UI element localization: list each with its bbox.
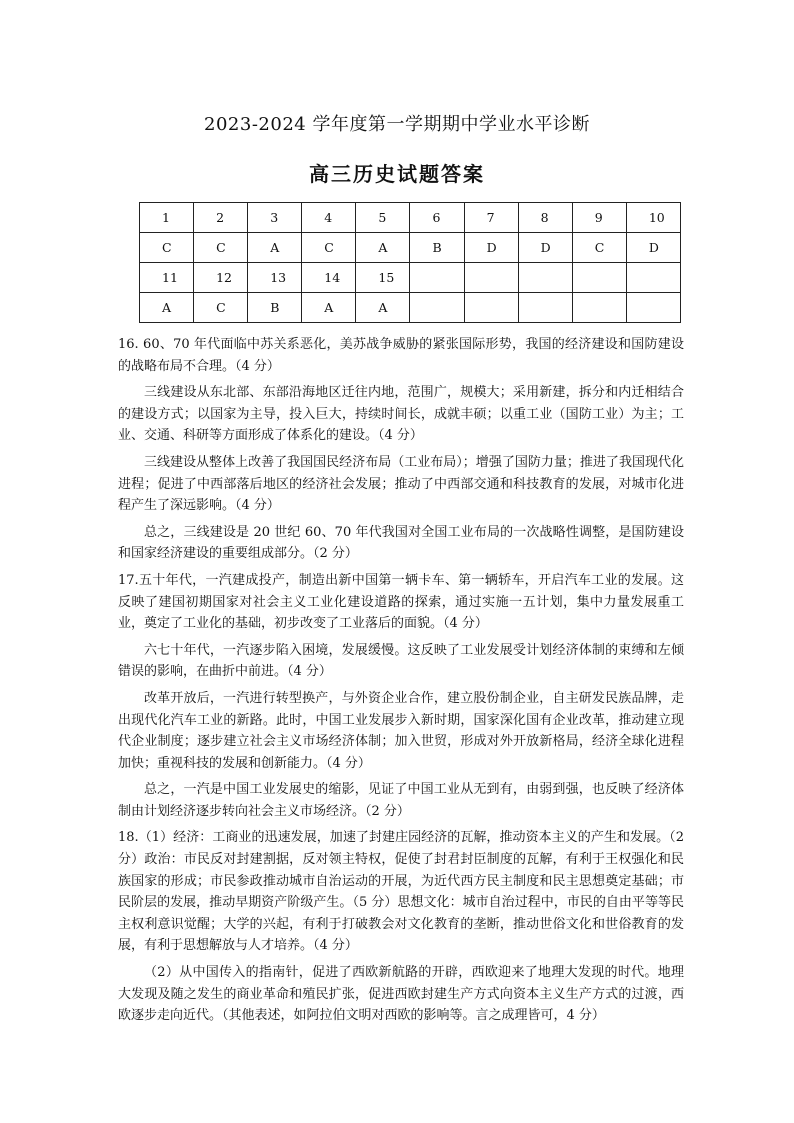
answer-table-cell: 10: [626, 203, 680, 233]
answer-table-cell: C: [194, 233, 248, 263]
document-subtitle: 高三历史试题答案: [309, 162, 485, 186]
answer-table-cell: [518, 263, 572, 293]
answer-table-row: [140, 233, 681, 263]
answer-table-cell: B: [248, 293, 302, 323]
answer-table-cell: [626, 293, 680, 323]
answer-table-cell: 13: [248, 263, 302, 293]
q16-intro: 16. 60、70 年代面临中苏关系恶化，美苏战争威胁的紧张国际形势，我国的经济建设和国防建设的战略布局不合理。（4 分）: [118, 337, 684, 374]
answer-table-cell: 14: [302, 263, 356, 293]
q18-part-1: 18.（1）经济：工商业的迅速发展，加速了封建庄园经济的瓦解，推动资本主义的产生和发展。（2 分）政治：市民反对封建割据，反对领主特权，促使了封君封臣制度的瓦解，有利于王权强化和民族国家的形成；市民参政推动城市自治运动的开展，为近代西方民主制度和民主思想奠定基础；市民阶层的发展，推动早期资产阶级产生。（5 分）思想文化：城市自治过程中，市民的自由平等等民主权利意识觉醒；大学的兴起，有利于打破教会对文化教育的垄断，推动世俗文化和世俗教育的发展，有利于思想解放与人才培养。（4 分）: [118, 830, 684, 954]
answer-table-cell: 6: [410, 203, 464, 233]
answer-table-cell: A: [356, 293, 410, 323]
q17-paragraph-3: 改革开放后，一汽进行转型换产，与外资企业合作，建立股份制企业，自主研发民族品牌，走出现代化汽车工业的新路。此时，中国工业发展步入新时期，国家深化国有企业改革，推动建立现代企业制度；逐步建立社会主义市场经济体制；加入世贸，形成对外开放新格局，经济全球化进程加快；重视科技的发展和创新能力。（4 分）: [118, 690, 684, 771]
q16-paragraph-3: 三线建设从整体上改善了我国国民经济布局（工业布局）；增强了国防力量；推进了我国现代化进程；促进了中西部落后地区的经济社会发展；推动了中西部交通和科技教育的发展，对城市化进程产生了深远影响。（4 分）: [118, 454, 684, 514]
q16-paragraph-2: 三线建设从东北部、东部沿海地区迁往内地，范围广，规模大；采用新建，拆分和内迁相结合的建设方式；以国家为主导，投入巨大，持续时间长，成就丰硕；以重工业（国防工业）为主；工业、交通、科研等方面形成了体系化的建设。（4 分）: [118, 385, 684, 444]
answer-table-cell: A: [302, 293, 356, 323]
answer-table-cell: A: [356, 233, 410, 263]
answer-table-cell: D: [518, 233, 572, 263]
answer-table-cell: 15: [356, 263, 410, 293]
answer-table-cell: 2: [194, 203, 248, 233]
answer-table-cell: 1: [140, 203, 194, 233]
answer-table-cell: 3: [248, 203, 302, 233]
answer-table-cell: [518, 293, 572, 323]
answer-table-cell: B: [410, 233, 464, 263]
answer-table-cell: [410, 293, 464, 323]
answer-table-cell: [464, 263, 518, 293]
q17-paragraph-2: 六七十年代，一汽逐步陷入困境，发展缓慢。这反映了工业发展受计划经济体制的束缚和左倾错误的影响，在曲折中前进。（4 分）: [118, 642, 684, 680]
answer-table-cell: 4: [302, 203, 356, 233]
answer-table-cell: [572, 293, 626, 323]
q16-summary: 总之，三线建设是 20 世纪 60、70 年代我国对全国工业布局的一次战略性调整，是国防建设和国家经济建设的重要组成部分。（2 分）: [118, 524, 684, 562]
q17-intro: 17.五十年代，一汽建成投产，制造出新中国第一辆卡车、第一辆轿车，开启汽车工业的发展。这反映了建国初期国家对社会主义工业化建设道路的探索，通过实施一五计划，集中力量发展重工业，奠定了工业化的基础，初步改变了工业落后的面貌。（4 分）: [118, 572, 684, 632]
answer-table-row: [140, 263, 681, 293]
answer-table-cell: 8: [518, 203, 572, 233]
answer-table-row: [140, 203, 681, 233]
answer-table-cell: 11: [140, 263, 194, 293]
answer-table-cell: D: [464, 233, 518, 263]
answer-table-cell: [626, 263, 680, 293]
q17-summary: 总之，一汽是中国工业发展史的缩影，见证了中国工业从无到有，由弱到强，也反映了经济体制由计划经济逐步转向社会主义市场经济。（2 分）: [118, 782, 684, 819]
answer-table-cell: C: [194, 293, 248, 323]
answer-table-cell: [572, 263, 626, 293]
answer-table-cell: C: [572, 233, 626, 263]
answer-table-cell: 5: [356, 203, 410, 233]
answer-table-cell: C: [302, 233, 356, 263]
answer-text: [118, 332, 684, 1032]
answer-table-cell: [410, 263, 464, 293]
answer-table-cell: D: [626, 233, 680, 263]
answer-table: [139, 202, 681, 323]
answer-table-cell: C: [140, 233, 194, 263]
answer-table-cell: 9: [572, 203, 626, 233]
q18-part-2: （2）从中国传入的指南针，促进了西欧新航路的开辟，西欧迎来了地理大发现的时代。地理大发现及随之发生的商业革命和殖民扩张，促进西欧封建生产方式向资本主义生产方式的过渡，西欧逐步走向近代。（其他表述，如阿拉伯文明对西欧的影响等。言之成理皆可，4 分）: [118, 965, 684, 1024]
answer-table-cell: A: [248, 233, 302, 263]
answer-table-cell: A: [140, 293, 194, 323]
answer-table-row: [140, 293, 681, 323]
answer-table-cell: [464, 293, 518, 323]
answer-table-cell: 12: [194, 263, 248, 293]
document-title: 2023-2024 学年度第一学期期中学业水平诊断: [204, 114, 590, 135]
answer-table-cell: 7: [464, 203, 518, 233]
